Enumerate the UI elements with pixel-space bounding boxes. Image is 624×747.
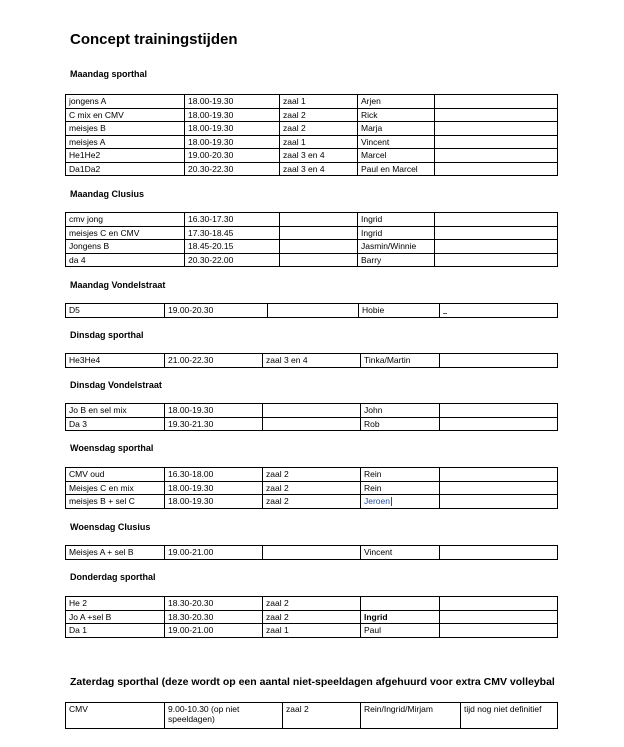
trainer-cell: Tinka/Martin — [361, 354, 440, 368]
trainer-cell: John — [361, 404, 440, 418]
table-row — [66, 546, 558, 560]
table-row — [66, 417, 558, 431]
hall-cell: zaal 2 — [263, 495, 361, 509]
trainer-cell: Marcel — [358, 149, 435, 163]
hall-cell: zaal 2 — [263, 481, 361, 495]
note-cell — [440, 404, 558, 418]
team-cell: jongens A — [66, 95, 185, 109]
table-row — [66, 226, 558, 240]
section-title-woensdag-sporthal: Woensdag sporthal — [70, 443, 154, 453]
note-cell — [440, 304, 558, 318]
team-cell: Jo A +sel B — [66, 610, 165, 624]
table-row — [66, 495, 558, 509]
trainer-cell: Rick — [358, 108, 435, 122]
note-cell — [435, 162, 558, 176]
table-row — [66, 404, 558, 418]
table-row — [66, 240, 558, 254]
trainer-cell: Vincent — [361, 546, 440, 560]
team-cell: Meisjes A + sel B — [66, 546, 165, 560]
document-title: Concept trainingstijden — [70, 31, 238, 48]
section-title-dinsdag-vondelstraat: Dinsdag Vondelstraat — [70, 380, 162, 390]
time-cell: 19.00-20.30 — [185, 149, 280, 163]
note-cell — [440, 417, 558, 431]
table-zaterdag-sporthal — [65, 702, 558, 729]
time-cell: 21.00-22.30 — [165, 354, 263, 368]
team-cell: meisjes A — [66, 135, 185, 149]
table-row — [66, 122, 558, 136]
hall-cell — [280, 226, 358, 240]
note-cell — [435, 95, 558, 109]
team-cell: Da1Da2 — [66, 162, 185, 176]
time-cell: 19.00-21.00 — [165, 546, 263, 560]
team-cell: Jo B en sel mix — [66, 404, 165, 418]
table-row — [66, 468, 558, 482]
hall-cell — [263, 546, 361, 560]
text-marker-icon — [443, 307, 447, 314]
hall-cell: zaal 2 — [263, 468, 361, 482]
time-cell: 18.00-19.30 — [185, 95, 280, 109]
hall-cell — [280, 240, 358, 254]
hall-cell: zaal 1 — [280, 135, 358, 149]
table-row — [66, 108, 558, 122]
note-cell — [435, 226, 558, 240]
section-title-maandag-clusius: Maandag Clusius — [70, 189, 145, 199]
team-cell: C mix en CMV — [66, 108, 185, 122]
note-cell — [440, 468, 558, 482]
hall-cell: zaal 2 — [283, 703, 361, 729]
section-title-maandag-vondelstraat: Maandag Vondelstraat — [70, 280, 166, 290]
note-cell — [440, 597, 558, 611]
trainer-cell: Paul en Marcel — [358, 162, 435, 176]
team-cell: meisjes B — [66, 122, 185, 136]
section-title-dinsdag-sporthal: Dinsdag sporthal — [70, 330, 144, 340]
note-cell — [435, 122, 558, 136]
trainer-cell: Rein — [361, 481, 440, 495]
hall-cell: zaal 1 — [263, 624, 361, 638]
note-cell — [435, 253, 558, 267]
time-cell: 16.30-17.30 — [185, 213, 280, 227]
hall-cell: zaal 3 en 4 — [280, 162, 358, 176]
trainer-cell: Arjen — [358, 95, 435, 109]
team-cell: meisjes B + sel C — [66, 495, 165, 509]
trainer-cell: Marja — [358, 122, 435, 136]
table-row — [66, 95, 558, 109]
table-woensdag-clusius — [65, 545, 558, 560]
time-cell: 18.00-19.30 — [185, 122, 280, 136]
section-title-zaterdag-sporthal: Zaterdag sporthal (deze wordt op een aantal niet-speeldagen afgehuurd voor extra CMV volleybal — [70, 676, 555, 688]
note-cell — [440, 481, 558, 495]
trainer-cell: Ingrid — [361, 610, 440, 624]
trainer-cell: Paul — [361, 624, 440, 638]
text-cursor — [391, 497, 392, 506]
table-dinsdag-sporthal — [65, 353, 558, 368]
team-cell: CMV oud — [66, 468, 165, 482]
table-row — [66, 354, 558, 368]
trainer-cell: Jasmin/Winnie — [358, 240, 435, 254]
section-title-maandag-sporthal: Maandag sporthal — [70, 69, 148, 79]
time-cell: 19.30-21.30 — [165, 417, 263, 431]
trainer-cell — [361, 597, 440, 611]
hall-cell — [268, 304, 359, 318]
table-row — [66, 253, 558, 267]
hall-cell: zaal 2 — [263, 610, 361, 624]
table-row — [66, 304, 558, 318]
team-cell: He1He2 — [66, 149, 185, 163]
trainer-cell: Vincent — [358, 135, 435, 149]
team-cell: meisjes C en CMV — [66, 226, 185, 240]
team-cell: cmv jong — [66, 213, 185, 227]
time-cell: 18.00-19.30 — [165, 481, 263, 495]
team-cell: Da 3 — [66, 417, 165, 431]
note-cell: tijd nog niet definitief — [461, 703, 558, 729]
note-cell — [435, 213, 558, 227]
table-row — [66, 135, 558, 149]
note-cell — [440, 495, 558, 509]
trainer-cell: Hobie — [359, 304, 440, 318]
table-row — [66, 624, 558, 638]
time-cell: 18.30-20.30 — [165, 597, 263, 611]
team-cell: Da 1 — [66, 624, 165, 638]
hall-cell: zaal 3 en 4 — [263, 354, 361, 368]
table-row — [66, 610, 558, 624]
trainer-cell[interactable]: Jeroen — [361, 495, 440, 509]
trainer-cell: Rob — [361, 417, 440, 431]
time-cell: 18.00-19.30 — [185, 108, 280, 122]
table-row — [66, 213, 558, 227]
team-cell: CMV — [66, 703, 165, 729]
section-title-donderdag-sporthal: Donderdag sporthal — [70, 572, 156, 582]
section-title-woensdag-clusius: Woensdag Clusius — [70, 522, 151, 532]
hall-cell — [263, 417, 361, 431]
time-cell: 18.00-19.30 — [165, 495, 263, 509]
table-row — [66, 703, 558, 729]
table-maandag-sporthal — [65, 94, 558, 176]
trainer-cell: Ingrid — [358, 213, 435, 227]
time-cell: 19.00-21.00 — [165, 624, 263, 638]
time-cell: 17.30-18.45 — [185, 226, 280, 240]
time-cell: 19.00-20.30 — [165, 304, 268, 318]
time-cell: 18.00-19.30 — [185, 135, 280, 149]
note-cell — [440, 354, 558, 368]
time-cell: 20.30-22.00 — [185, 253, 280, 267]
hall-cell — [280, 253, 358, 267]
time-cell: 9.00-10.30 (op niet speeldagen) — [165, 703, 283, 729]
table-donderdag-sporthal — [65, 596, 558, 638]
time-cell: 18.30-20.30 — [165, 610, 263, 624]
team-cell: da 4 — [66, 253, 185, 267]
note-cell — [440, 546, 558, 560]
table-maandag-vondelstraat — [65, 303, 558, 318]
team-cell: D5 — [66, 304, 165, 318]
note-cell — [435, 108, 558, 122]
time-cell: 18.45-20.15 — [185, 240, 280, 254]
table-row — [66, 481, 558, 495]
note-cell — [440, 624, 558, 638]
table-dinsdag-vondelstraat — [65, 403, 558, 431]
time-cell: 18.00-19.30 — [165, 404, 263, 418]
trainer-cell: Rein — [361, 468, 440, 482]
hall-cell: zaal 2 — [280, 108, 358, 122]
hall-cell: zaal 2 — [280, 122, 358, 136]
note-cell — [435, 135, 558, 149]
hall-cell — [280, 213, 358, 227]
note-cell — [435, 240, 558, 254]
hall-cell: zaal 2 — [263, 597, 361, 611]
note-cell — [440, 610, 558, 624]
hall-cell: zaal 1 — [280, 95, 358, 109]
team-cell: Jongens B — [66, 240, 185, 254]
table-row — [66, 162, 558, 176]
table-row — [66, 149, 558, 163]
table-row — [66, 597, 558, 611]
trainer-cell: Rein/Ingrid/Mirjam — [361, 703, 461, 729]
hall-cell — [263, 404, 361, 418]
table-maandag-clusius — [65, 212, 558, 267]
team-cell: Meisjes C en mix — [66, 481, 165, 495]
time-cell: 16.30-18.00 — [165, 468, 263, 482]
team-cell: He 2 — [66, 597, 165, 611]
time-cell: 20.30-22.30 — [185, 162, 280, 176]
note-cell — [435, 149, 558, 163]
table-woensdag-sporthal — [65, 467, 558, 509]
hall-cell: zaal 3 en 4 — [280, 149, 358, 163]
trainer-cell: Barry — [358, 253, 435, 267]
trainer-cell: Ingrid — [358, 226, 435, 240]
team-cell: He3He4 — [66, 354, 165, 368]
